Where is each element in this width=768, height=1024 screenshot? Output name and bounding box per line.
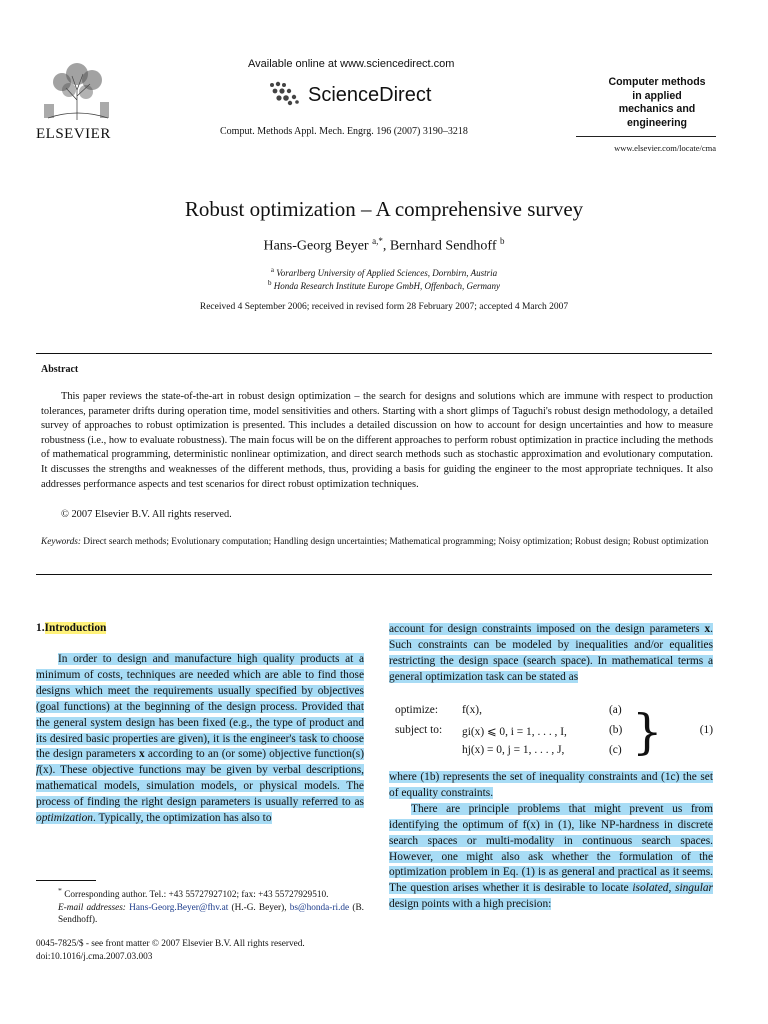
- text-run: . Typically, the optimization has also to: [92, 812, 272, 825]
- equation-expression: f(x),: [462, 704, 482, 716]
- sciencedirect-wordmark: ScienceDirect: [308, 83, 432, 106]
- article-title: Robust optimization – A comprehensive survey: [184, 197, 584, 221]
- equation-row: [389, 724, 639, 743]
- paragraph: [36, 652, 364, 827]
- issn-line: 0045-7825/$ - see front matter © 2007 Elsevier B.V. All rights reserved.: [36, 939, 305, 949]
- front-matter: [36, 938, 364, 963]
- doi-line[interactable]: doi:10.1016/j.cma.2007.03.003: [36, 951, 153, 962]
- email-label: E-mail addresses:: [58, 902, 126, 913]
- affiliation-b: [0, 279, 768, 291]
- equation-expression: gi(x) ⩽ 0, i = 1, . . . , I,: [462, 726, 567, 738]
- footnote-emails: [36, 902, 364, 927]
- email-owner: (B. Sendhoff).: [58, 902, 364, 926]
- left-column-text: [36, 652, 364, 827]
- math-symbol: f: [36, 764, 40, 777]
- email-link[interactable]: Hans-Georg.Beyer@fhv.at: [129, 902, 229, 913]
- affiliation-a: [0, 266, 768, 278]
- journal-title-line: Computer methods: [608, 76, 706, 88]
- abstract-copyright: © 2007 Elsevier B.V. All rights reserved.: [61, 509, 232, 520]
- keywords-list: Direct search methods; Evolutionary computation; Handling design uncertainties; Mathematical programming; Noisy optimization; Robust design; Robust optimization: [83, 537, 709, 547]
- section-number: 1.: [36, 622, 45, 634]
- journal-title-line: in applied: [632, 89, 682, 102]
- journal-url-link[interactable]: www.elsevier.com/locate/cma: [614, 143, 716, 153]
- paragraph: [389, 770, 713, 802]
- available-online-text[interactable]: Available online at www.sciencedirect.com: [248, 58, 455, 70]
- text-run: according to an (or some) objective function(s): [144, 748, 364, 761]
- author-name[interactable]: Hans-Georg Beyer: [263, 238, 369, 254]
- elsevier-tree-logo: [38, 60, 116, 122]
- equation-brace: }: [632, 704, 663, 760]
- journal-title-block: [598, 76, 716, 130]
- paragraph: [389, 622, 713, 686]
- author-line: Hans-Georg Beyer $^{a,*}$, Bernhard Sendhoff $^b$: [263, 236, 505, 254]
- keywords: [41, 536, 713, 549]
- paragraph: [389, 802, 713, 913]
- equation-row: [389, 704, 639, 723]
- footnote: [36, 885, 364, 927]
- text-run: In order to design and manufacture high quality products at a minimum of costs, techniques are needed which are able to find those designs which meet the requirements usually specified by objectives (goal functions) at the beginning of the design process. Provided that the general system design has been fixed (e.g., the type of product and its desired basic properties are given), it is the engineer's task to choose the design parameters: [36, 653, 364, 761]
- received-dates: Received 4 September 2006; received in revised form 28 February 2007; accepted 4 March 2007: [199, 302, 569, 312]
- journal-title-line: mechanics and: [618, 103, 696, 115]
- section-title: Introduction: [44, 622, 107, 634]
- abstract-top-rule: [36, 353, 712, 354]
- emphasis: isolated, singular: [632, 882, 713, 895]
- corresponding-author: Corresponding author. Tel.: +43 55727927102; fax: +43 55727929510.: [64, 890, 329, 901]
- abstract-heading: Abstract: [41, 364, 79, 375]
- equation-row: [389, 744, 639, 763]
- text-run: There are principle problems that might prevent us from identifying the optimum of f(x) in (1), like NP-hardness in discrete search spaces or multi-modality in continuous search spaces. However, one might also ask whether the formulation of the optimization problem in Eq. (1) is as general and practical as it seems. The question arises whether it is desirable to locate: [389, 802, 713, 895]
- equation-1: [389, 704, 713, 764]
- journal-reference: Comput. Methods Appl. Mech. Engrg. 196 (2007) 3190–3218: [220, 126, 468, 137]
- sciencedirect-dots-icon: [268, 80, 302, 111]
- affiliation-mark: b: [267, 279, 272, 287]
- text-run: . Such constraints can be modeled by inequalities and/or equalities restricting the design space (search space). In mathematical terms a general optimization task can be stated as: [389, 623, 713, 683]
- equation-label: subject to:: [395, 724, 443, 736]
- math-vector: x: [139, 748, 145, 761]
- affiliation-mark: a: [270, 266, 275, 274]
- text-run: account for design constraints imposed on the design parameters: [389, 623, 705, 635]
- text-run: (x). These objective functions may be given by verbal descriptions, mathematical models, simulation models, or physical models. The process of finding the right design parameters is usually referred to as: [36, 764, 364, 809]
- equation-number: (1): [699, 724, 713, 736]
- author-affiliation-mark: a,*: [372, 236, 383, 246]
- equation-expression: hj(x) = 0, j = 1, . . . , J,: [462, 744, 565, 756]
- section-heading: [36, 622, 106, 634]
- affiliation-text: Honda Research Institute Europe GmbH, Offenbach, Germany: [273, 281, 501, 291]
- equation-subtag: (c): [609, 744, 622, 756]
- math-vector: x: [704, 623, 711, 635]
- email-owner: (H.-G. Beyer),: [231, 902, 287, 913]
- footnote-mark: *: [58, 886, 62, 895]
- abstract-body: [41, 390, 713, 492]
- journal-title-line: engineering: [626, 116, 688, 129]
- equation-subtag: (b): [609, 724, 623, 736]
- footnote-rule: [36, 880, 96, 881]
- right-column-text: [389, 622, 713, 686]
- abstract-text: This paper reviews the state-of-the-art in robust design optimization – the search for designs and solutions which are immune with respect to production tolerances, parameter drifts during operation time, model sensitivities and others. Starting with a short glimps of Taguchi's robust design methodology, a detailed survey of approaches to robust optimization is presented. This includes a detailed discussion on how to account for design uncertainties and how to measure robustness (i.e., how to evaluate robustness). The main focus will be on the different approaches to perform robust optimization in practice including the methods of mathematical programming, deterministic nonlinear optimization, and direct search methods such as stochastic approximation and evolutionary computation. It discusses the strengths and weaknesses of the different methods, thus, providing a basis for guiding the engineer to the most appropriate techniques. It also addresses performance aspects and test scenarios for direct robust optimization techniques.: [41, 391, 713, 490]
- right-column-text-continued: [389, 770, 713, 913]
- equation-subtag: (a): [609, 704, 622, 716]
- emphasis: optimization: [36, 812, 93, 825]
- email-link[interactable]: bs@honda-ri.de: [289, 902, 350, 913]
- sciencedirect-logo[interactable]: [268, 78, 431, 112]
- keywords-label: Keywords:: [41, 537, 81, 547]
- author-affiliation-mark: b: [500, 236, 505, 246]
- publisher-name: ELSEVIER: [36, 126, 111, 142]
- affiliation-text: Vorarlberg University of Applied Sciences, Dornbirn, Austria: [276, 268, 498, 278]
- header-divider: [576, 136, 716, 137]
- abstract-bottom-rule: [36, 574, 712, 575]
- author-name[interactable]: Bernhard Sendhoff: [389, 238, 497, 254]
- text-run: where (1b) represents the set of inequality constraints and (1c) the set of equality constraints.: [389, 771, 713, 799]
- text-run: design points with a high precision:: [389, 898, 552, 911]
- equation-label: optimize:: [395, 704, 439, 716]
- footnote-line: [36, 885, 364, 902]
